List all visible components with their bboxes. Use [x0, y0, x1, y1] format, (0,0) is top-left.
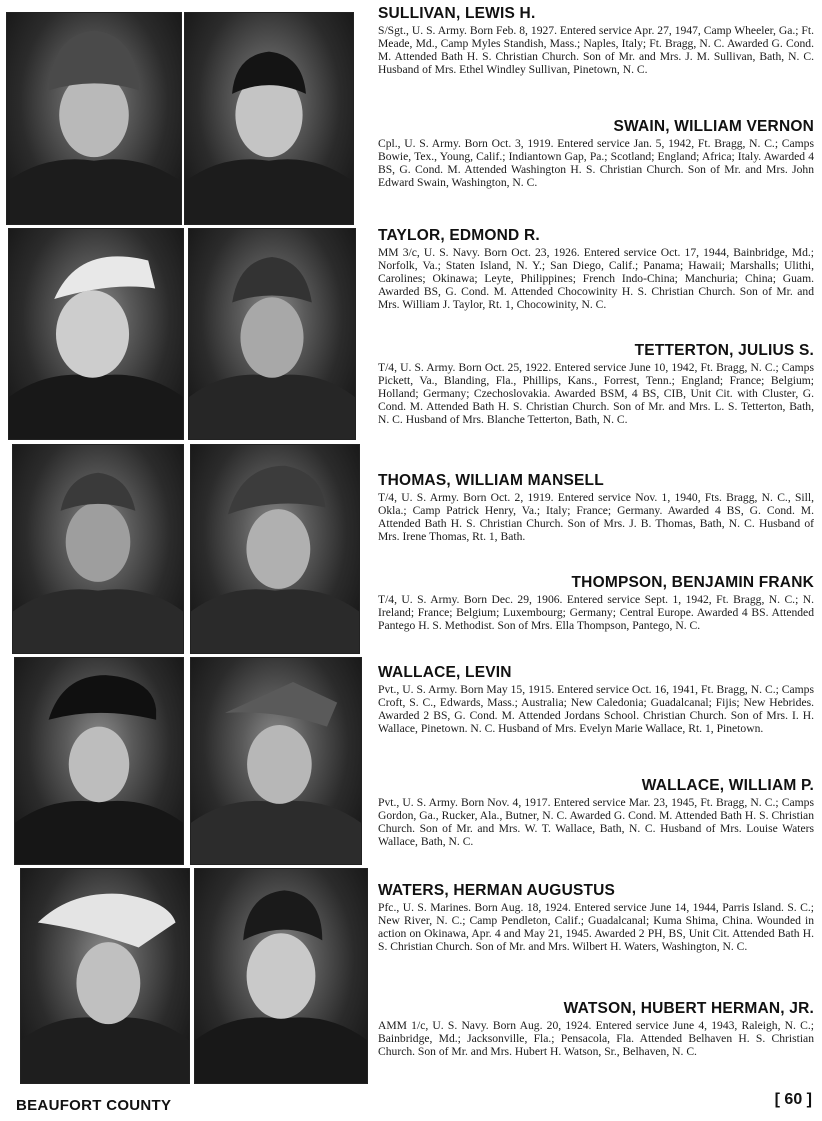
entry-thompson — [378, 574, 814, 632]
county-footer: BEAUFORT COUNTY — [16, 1097, 172, 1114]
entry-name: WALLACE, LEVIN — [378, 664, 512, 681]
entry-wallace-william — [378, 777, 814, 848]
entry-wallace-levin — [378, 664, 814, 735]
portrait-wallace-levin — [14, 657, 184, 865]
portrait-waters — [20, 868, 190, 1084]
entry-name: WATERS, HERMAN AUGUSTUS — [378, 882, 616, 899]
entry-thomas — [378, 472, 814, 543]
portrait-taylor — [8, 228, 184, 440]
entry-text: T/4, U. S. Army. Born Oct. 2, 1919. Entered service Nov. 1, 1940, Fts. Bragg, N. C., Sill, Okla.; Camp Patrick Henry, Va.; Italy; France; Germany. Awarded 4 BS, G. Cond. M. Attended Bath H. S. Christian Church. Son of Mrs. J. B. Thomas, Bath, N. C. Husband of Mrs. Irene Thomas, Rt. 1, Bath. — [378, 491, 814, 544]
entry-name: TETTERTON, JULIUS S. — [634, 342, 814, 359]
entry-taylor — [378, 227, 814, 311]
portrait-thompson — [190, 444, 360, 654]
portrait-thomas — [12, 444, 184, 654]
page-number: [ 60 ] — [774, 1091, 812, 1108]
entry-text: Pvt., U. S. Army. Born Nov. 4, 1917. Entered service Mar. 23, 1945, Ft. Bragg, N. C.; Camps Gordon, Ga., Rucker, Ala., Butner, N. C. Awarded G. Cond. M. Attended Bath H. S. Christian Church. Son of Mr. and Mrs. W. T. Wallace, Bath, N. C. Husband of Mrs. Louise Waters Wallace, Bath, N. C. — [378, 796, 814, 849]
portrait-swain — [184, 12, 354, 225]
entry-name: SULLIVAN, LEWIS H. — [378, 5, 536, 22]
entry-name: WATSON, HUBERT HERMAN, JR. — [563, 1000, 814, 1017]
entry-name: SWAIN, WILLIAM VERNON — [613, 118, 814, 135]
entry-text: AMM 1/c, U. S. Navy. Born Aug. 20, 1924. Entered service June 4, 1943, Raleigh, N. C.; Bainbridge, Md.; Jacksonville, Fla.; Pensacola, Fla. Attended Belhaven H. S. Christian Church. Son of Mr. and Mrs. Hubert H. Watson, Sr., Belhaven, N. C. — [378, 1019, 814, 1059]
entry-text: Pvt., U. S. Army. Born May 15, 1915. Entered service Oct. 16, 1941, Ft. Bragg, N. C.; Camps Croft, S. C., Edwards, Mass.; Australia; New Caledonia; Guadalcanal; Fijis; New Hebrides. Awarded 2 BS, G. Cond. M. Attended Jordans School. Christian Church. Son of Mrs. I. H. Wallace, Pinetown. N. C. Husband of Mrs. Evelyn Marie Wallace, Rt. 1, Pinetown. — [378, 683, 814, 736]
entry-text: T/4, U. S. Army. Born Dec. 29, 1906. Entered service Sept. 1, 1942, Ft. Bragg, N. C.; N. Ireland; France; Belgium; Luxembourg; Germany; Central Europe. Awarded 4 BS. Attended Pantego H. S. Methodist. Son of Mrs. Ella Thompson, Pantego, N. C. — [378, 593, 814, 633]
entry-text: T/4, U. S. Army. Born Oct. 25, 1922. Entered service June 10, 1942, Ft. Bragg, N. C.; Camps Pickett, Va., Blanding, Fla., Phillips, Kans., Forrest, Tenn.; England; France; Belgium; Holland; Germany; Czechoslovakia. Awarded BSM, 4 BS, CIB, Unit Cit. with Cluster, G. Cond. M. Attended Bath H. S. Christian Church. Son of Mr. and Mrs. L. S. Tetterton, Bath, N. C. Husband of Mrs. Blanche Tetterton, Bath, N. C. — [378, 361, 814, 427]
entry-text: S/Sgt., U. S. Army. Born Feb. 8, 1927. Entered service Apr. 27, 1947, Camp Wheeler, Ga.; Ft. Meade, Md., Camp Myles Standish, Mass.; Naples, Italy; Ft. Bragg, N. C. Awarded G. Cond. M. Attended Bath H. S. Christian Church. Son of Mr. and Mrs. J. M. Sullivan, Bath, N. C. Husband of Mrs. Ethel Windley Sullivan, Pinetown, N. C. — [378, 24, 814, 77]
entry-swain — [378, 118, 814, 189]
entry-waters — [378, 882, 814, 953]
portrait-wallace-william — [190, 657, 362, 865]
entry-name: TAYLOR, EDMOND R. — [378, 227, 540, 244]
portrait-tetterton — [188, 228, 356, 440]
entry-sullivan — [378, 5, 814, 76]
portrait-watson — [194, 868, 368, 1084]
portrait-sullivan — [6, 12, 182, 225]
entry-tetterton — [378, 342, 814, 426]
entry-text: Cpl., U. S. Army. Born Oct. 3, 1919. Entered service Jan. 5, 1942, Ft. Bragg, N. C.; Camps Bowie, Tex., Young, Calif.; Indiantown Gap, Pa.; Scotland; England; Africa; Italy. Awarded 4 BS, G. Cond. M. Attended Washington H. S. Christian Church. Son of Mr. and Mrs. John Edward Swain, Washington, N. C. — [378, 137, 814, 190]
entry-name: THOMAS, WILLIAM MANSELL — [378, 472, 604, 489]
entry-name: WALLACE, WILLIAM P. — [641, 777, 814, 794]
entry-watson — [378, 1000, 814, 1058]
entry-name: THOMPSON, BENJAMIN FRANK — [571, 574, 814, 591]
entry-text: Pfc., U. S. Marines. Born Aug. 18, 1924. Entered service June 14, 1944, Parris Island. S. C.; New River, N. C.; Camp Pendleton, Calif.; Guadalcanal; Kuma Shima, China. Wounded in action on Okinawa, Apr. 4 and May 21, 1945. Awarded 2 PH, BS, Unit Cit. Attended Bath H. S. Christian Church. Son of Mr. and Mrs. Wilbert H. Waters, Washington, N. C. — [378, 901, 814, 954]
entry-text: MM 3/c, U. S. Navy. Born Oct. 23, 1926. Entered service Oct. 17, 1944, Bainbridge, Md.; Norfolk, Va.; Staten Island, N. Y.; San Diego, Calif.; Panama; Hawaii; Marshalls; Ulithi, Carolines; Okinawa; Leyte, Philippines; French Indo-China; Manchuria; China; Guam. Awarded BS, G. Cond. M. Attended Chocowinity H. S. Christian Church. Son of Mr. and Mrs. William J. Taylor, Rt. 1, Chocowinity, N. C. — [378, 246, 814, 312]
